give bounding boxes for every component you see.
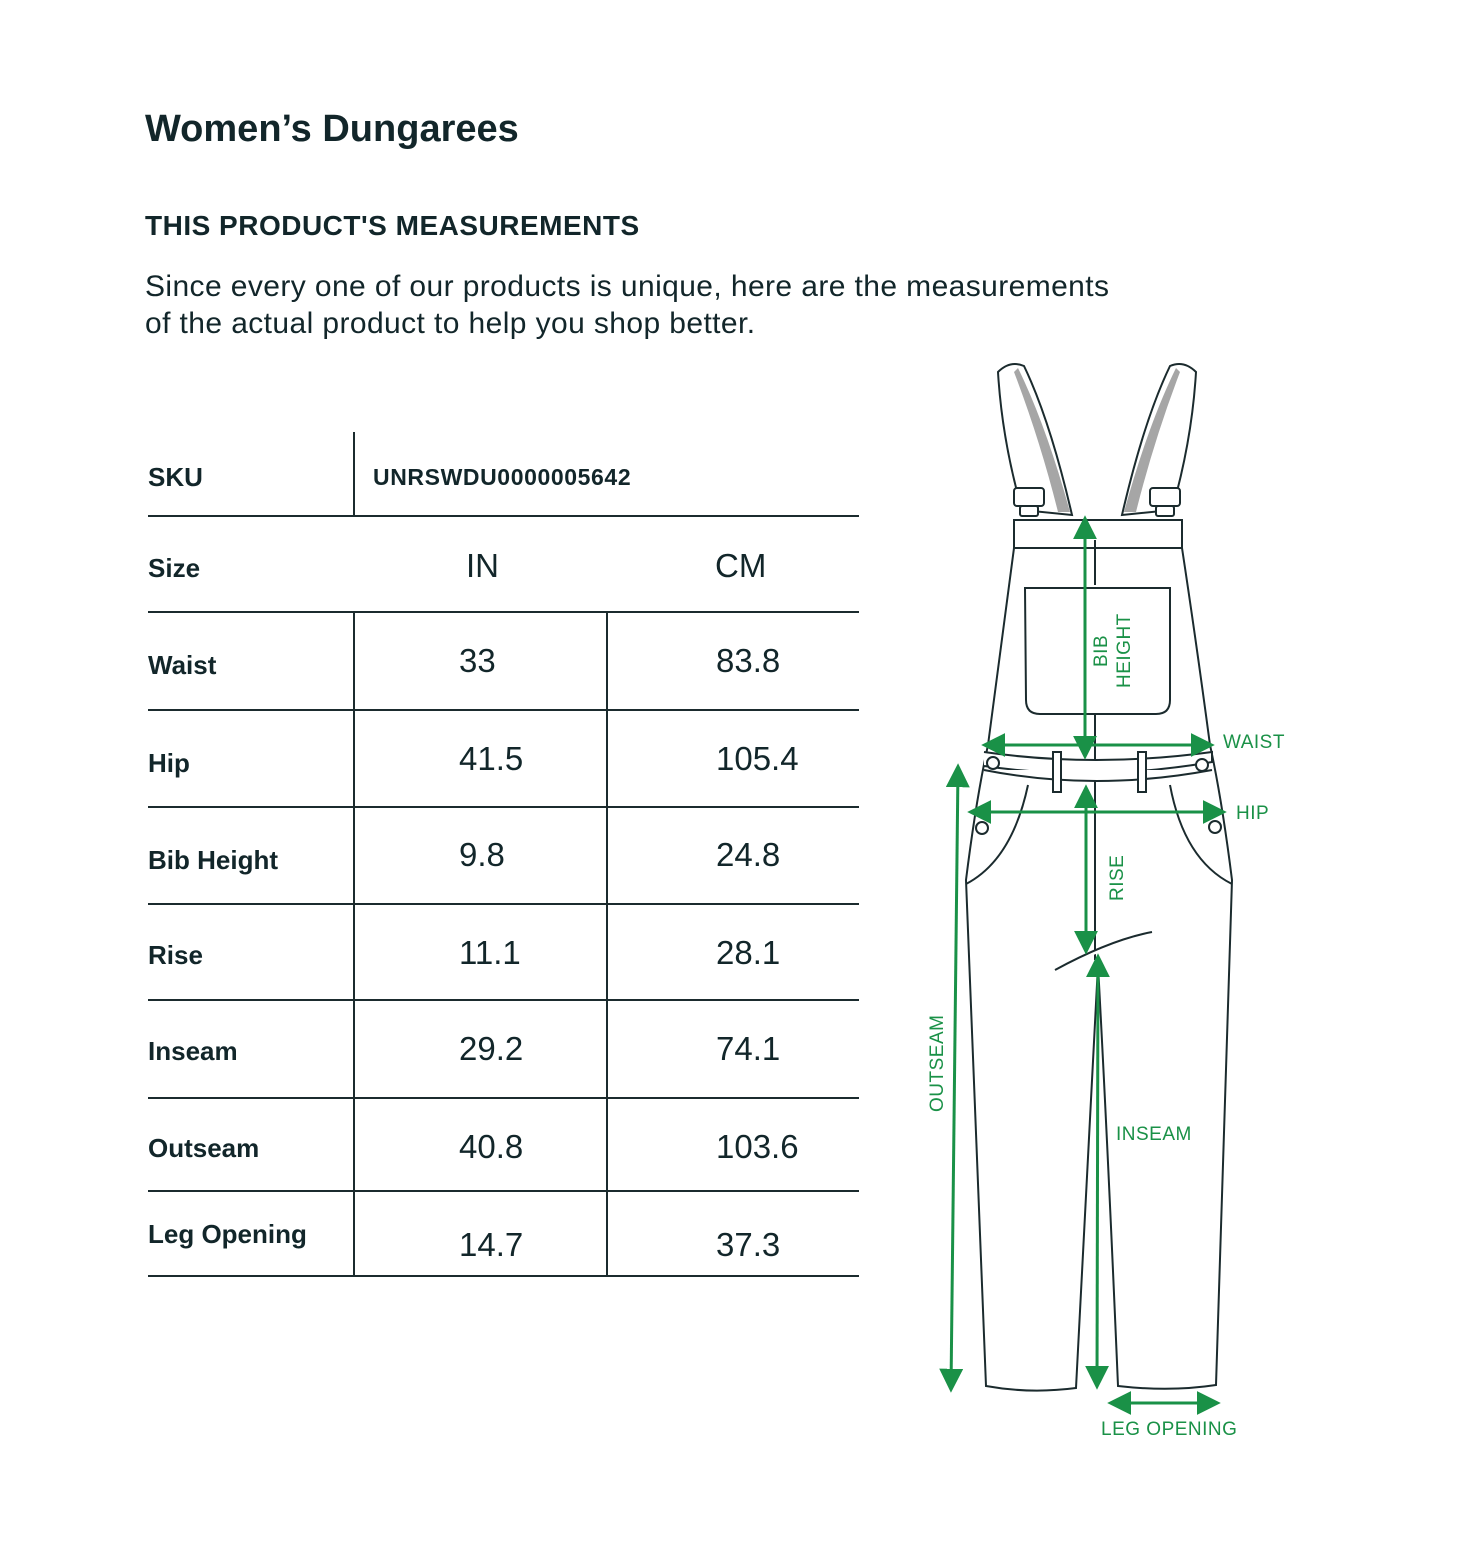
- hip-cm-value: 105.4: [716, 740, 799, 777]
- sku-value: UNRSWDU0000005642: [373, 464, 632, 490]
- inseam-label: INSEAM: [1116, 1124, 1192, 1145]
- waist-in-value: 33: [459, 642, 496, 679]
- waist-cm-value: 83.8: [716, 642, 781, 679]
- table-rule: [148, 515, 859, 517]
- row-label-hip: Hip: [148, 747, 190, 778]
- leg-opening-in-value: 14.7: [459, 1226, 524, 1263]
- leg-opening-label: LEG OPENING: [1101, 1419, 1238, 1440]
- outseam-label: OUTSEAM: [927, 1014, 948, 1112]
- inseam-in-value: 29.2: [459, 1030, 524, 1067]
- section-heading: THIS PRODUCT'S MEASUREMENTS: [145, 210, 640, 241]
- row-label-inseam: Inseam: [148, 1035, 238, 1066]
- bib-height-cm-value: 24.8: [716, 836, 781, 873]
- dungarees-diagram: [900, 350, 1320, 1460]
- table-rule: [148, 709, 859, 711]
- table-divider: [353, 432, 355, 517]
- outseam-cm-value: 103.6: [716, 1128, 799, 1165]
- unit-in-header: IN: [466, 547, 499, 584]
- intro-line-1: Since every one of our products is unique, here are the measurements: [145, 270, 1110, 303]
- rise-in-value: 11.1: [459, 934, 521, 971]
- row-label-leg-opening: Leg Opening: [148, 1218, 307, 1249]
- bib-label-line-1: BIB: [1091, 634, 1112, 667]
- table-divider: [606, 611, 608, 1277]
- rise-cm-value: 28.1: [716, 934, 781, 971]
- hip-label: HIP: [1236, 803, 1270, 824]
- size-label: Size: [148, 552, 201, 583]
- sku-label: SKU: [148, 462, 203, 492]
- inseam-cm-value: 74.1: [716, 1030, 781, 1067]
- rise-label: RISE: [1107, 854, 1128, 901]
- intro-line-2: of the actual product to help you shop better.: [145, 307, 756, 340]
- page-title: Women’s Dungarees: [145, 108, 519, 150]
- row-label-outseam: Outseam: [148, 1132, 260, 1163]
- row-label-rise: Rise: [148, 939, 203, 970]
- unit-cm-header: CM: [715, 547, 767, 584]
- inseam-arrow: [1097, 958, 1098, 1385]
- bib-label-line-2: HEIGHT: [1114, 613, 1135, 688]
- intro-text: [145, 268, 1285, 342]
- table-rule: [148, 1097, 859, 1099]
- outseam-in-value: 40.8: [459, 1128, 524, 1165]
- table-rule: [148, 611, 859, 613]
- outseam-arrow: [951, 768, 958, 1388]
- hip-in-value: 41.5: [459, 740, 524, 777]
- table-rule: [148, 806, 859, 808]
- table-divider: [353, 611, 355, 1277]
- table-rule: [148, 999, 859, 1001]
- leg-opening-cm-value: 37.3: [716, 1226, 781, 1263]
- waist-label: WAIST: [1223, 732, 1285, 753]
- row-label-waist: Waist: [148, 649, 217, 680]
- bib-height-in-value: 9.8: [459, 836, 505, 873]
- row-label-bib-height: Bib Height: [148, 844, 278, 875]
